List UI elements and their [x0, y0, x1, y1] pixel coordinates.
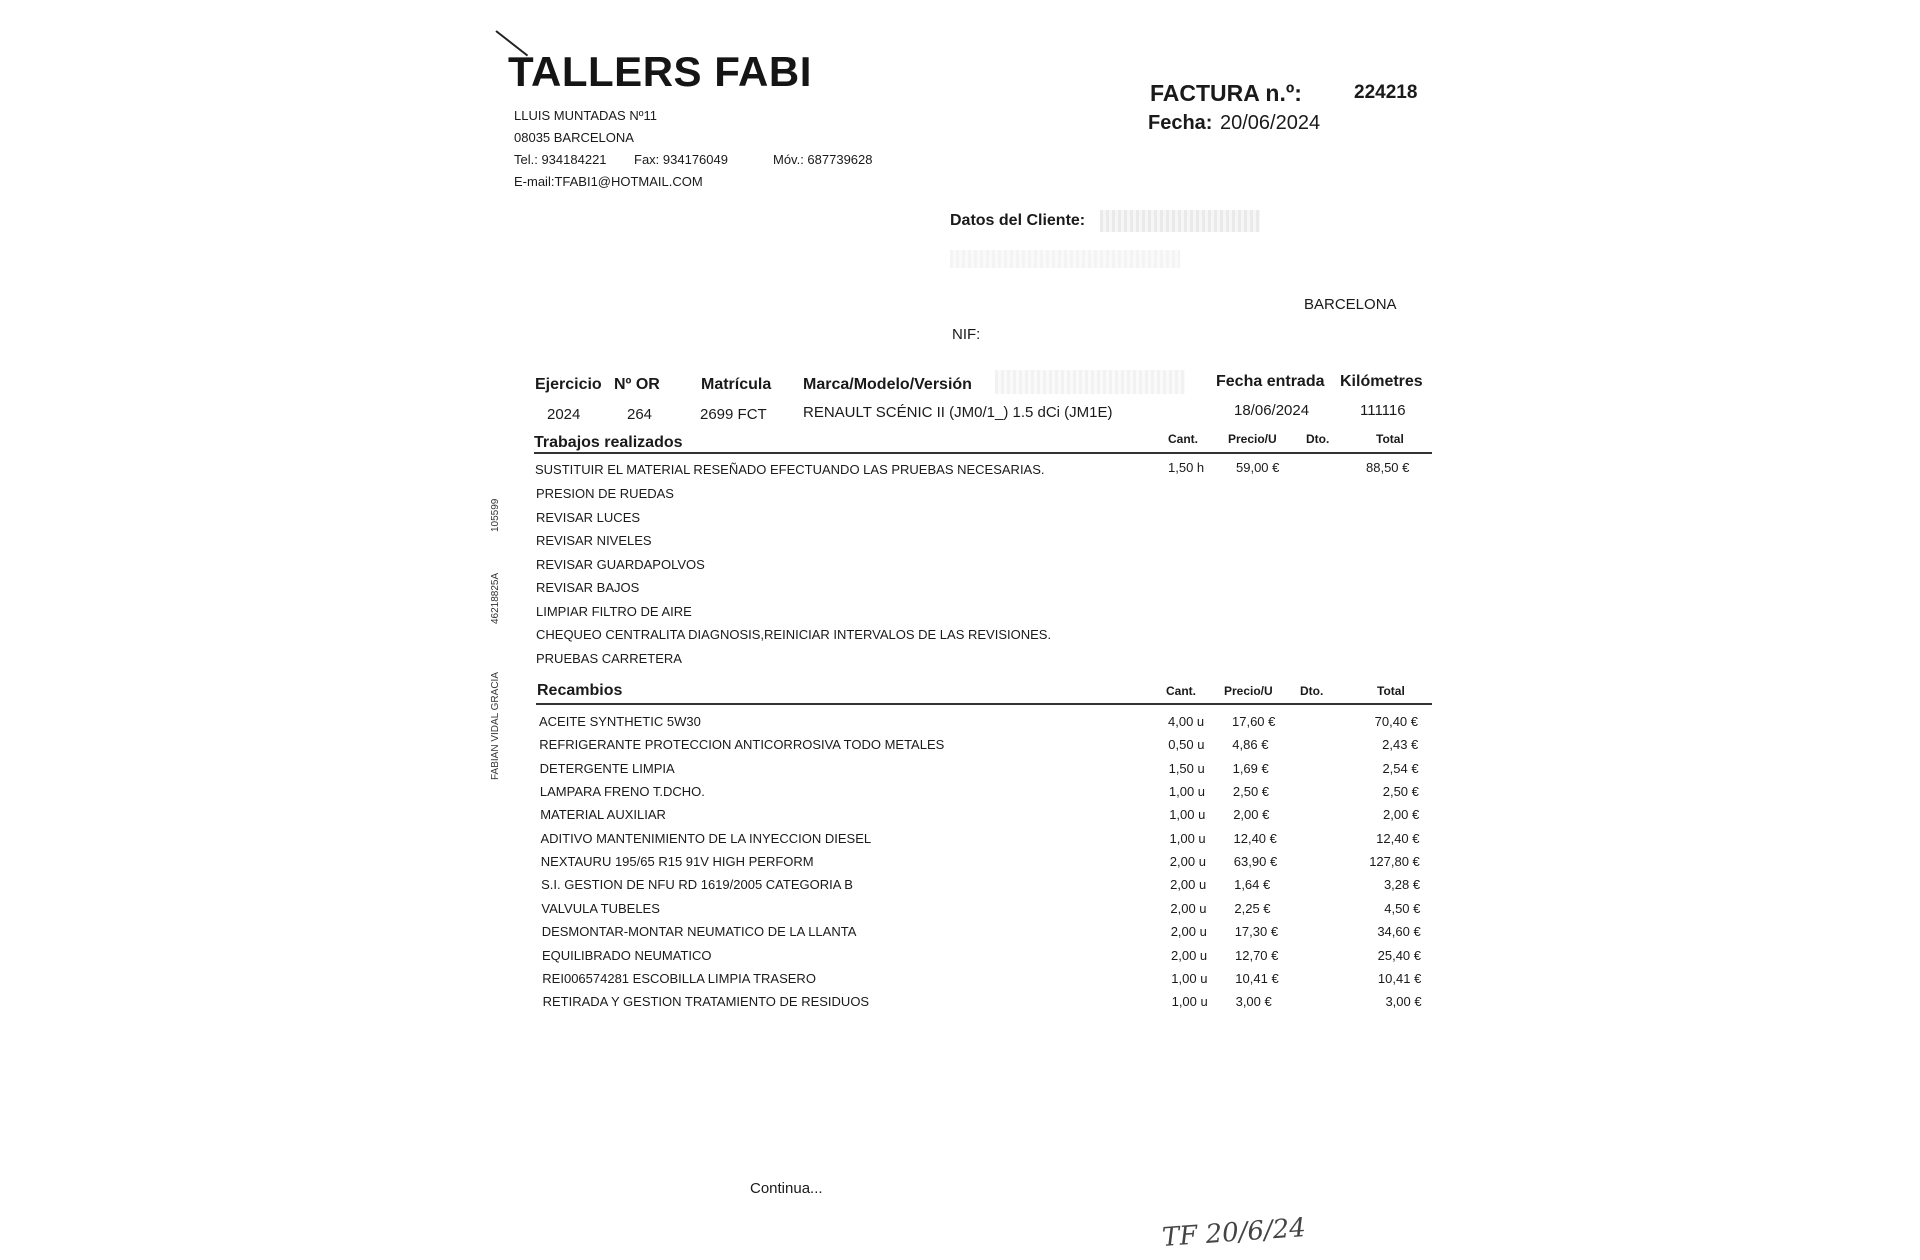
parts-col-total: Total: [1377, 684, 1405, 698]
parts-row-total: 12,40 €: [1376, 830, 1420, 846]
parts-row-precio: 2,50 €: [1232, 784, 1270, 800]
parts-row-total: 10,41 €: [1377, 970, 1422, 986]
parts-row-desc: DETERGENTE LIMPIA: [539, 760, 675, 776]
company-mov: Móv.: 687739628: [773, 152, 873, 167]
parts-row-desc: REI006574281 ESCOBILLA LIMPIA TRASERO: [542, 970, 816, 986]
company-tel: Tel.: 934184221: [514, 152, 607, 167]
redacted-client-address: [950, 250, 1180, 268]
works-line: REVISAR NIVELES: [536, 533, 652, 548]
continua-label: Continua...: [750, 1180, 823, 1197]
parts-row-cant: 1,00 u: [1171, 994, 1208, 1010]
works-divider: [534, 452, 1432, 454]
parts-row-precio: 63,90 €: [1233, 854, 1278, 870]
parts-row-precio: 10,41 €: [1235, 970, 1279, 986]
parts-row-cant: 2,00 u: [1171, 947, 1208, 963]
parts-row-precio: 4,86 €: [1232, 737, 1269, 753]
vehicle-header-modelo: Marca/Modelo/Versión: [803, 376, 972, 393]
parts-row-cant: 2,00 u: [1169, 854, 1206, 870]
works-main-desc: SUSTITUIR EL MATERIAL RESEÑADO EFECTUANDO LAS PRUEBAS NECESARIAS.: [535, 462, 1045, 477]
works-title: Trabajos realizados: [534, 434, 683, 451]
company-email: E-mail:TFABI1@HOTMAIL.COM: [514, 174, 703, 189]
vehicle-ejercicio: 2024: [547, 406, 581, 423]
parts-col-precio: Precio/U: [1224, 684, 1273, 698]
parts-row-desc: DESMONTAR-MONTAR NEUMATICO DE LA LLANTA: [541, 924, 857, 940]
works-col-dto: Dto.: [1306, 432, 1330, 446]
vehicle-header-matricula: Matrícula: [701, 376, 772, 393]
client-nif-label: NIF:: [952, 326, 981, 343]
parts-row-desc: REFRIGERANTE PROTECCION ANTICORROSIVA TODO METALES: [539, 737, 945, 753]
invoice-number-label: FACTURA n.º:: [1150, 80, 1302, 106]
parts-row-precio: 2,25 €: [1234, 900, 1271, 916]
parts-row-total: 4,50 €: [1384, 900, 1421, 916]
parts-title: Recambios: [537, 682, 623, 699]
invoice-date-label: Fecha:: [1148, 112, 1213, 134]
parts-row-desc: ADITIVO MANTENIMIENTO DE LA INYECCION DIESEL: [540, 830, 872, 846]
parts-divider: [536, 703, 1432, 705]
parts-row-precio: 3,00 €: [1235, 994, 1272, 1010]
parts-row-cant: 0,50 u: [1168, 737, 1205, 753]
parts-row-precio: 1,69 €: [1232, 760, 1269, 776]
company-address-1: LLUIS MUNTADAS Nº11: [514, 108, 657, 123]
company-fax: Fax: 934176049: [634, 152, 728, 167]
parts-col-cant: Cant.: [1166, 684, 1196, 698]
works-line: REVISAR GUARDAPOLVOS: [536, 556, 705, 572]
vehicle-header-nor: Nº OR: [614, 376, 660, 393]
parts-row-cant: 2,00 u: [1170, 900, 1207, 916]
works-line: REVISAR LUCES: [536, 509, 641, 525]
parts-row-cant: 1,50 u: [1168, 760, 1205, 776]
parts-row-desc: ACEITE SYNTHETIC 5W30: [539, 714, 701, 729]
works-line: PRUEBAS CARRETERA: [536, 650, 682, 666]
invoice-number: 224218: [1354, 82, 1418, 103]
parts-row-desc: LAMPARA FRENO T.DCHO.: [539, 784, 705, 800]
vehicle-matricula: 2699 FCT: [700, 406, 767, 423]
parts-row-cant: 2,00 u: [1170, 877, 1207, 893]
parts-row-desc: MATERIAL AUXILIAR: [540, 807, 666, 823]
works-main-precio: 59,00 €: [1236, 460, 1280, 475]
parts-row-precio: 17,30 €: [1234, 924, 1279, 940]
parts-row-total: 2,43 €: [1382, 737, 1419, 753]
parts-row-precio: 12,70 €: [1235, 947, 1279, 963]
parts-row-precio: 12,40 €: [1233, 830, 1277, 846]
works-line: CHEQUEO CENTRALITA DIAGNOSIS,REINICIAR INTERVALOS DE LAS REVISIONES.: [536, 627, 1052, 642]
works-col-precio: Precio/U: [1228, 432, 1277, 446]
parts-row-precio: 17,60 €: [1232, 714, 1276, 729]
parts-row-cant: 1,00 u: [1169, 830, 1206, 846]
parts-row-precio: 2,00 €: [1233, 807, 1270, 823]
parts-row-desc: EQUILIBRADO NEUMATICO: [542, 947, 712, 963]
vehicle-header-km: Kilómetres: [1340, 373, 1423, 390]
vehicle-modelo: RENAULT SCÉNIC II (JM0/1_) 1.5 dCi (JM1E): [803, 404, 1113, 421]
parts-row-total: 25,40 €: [1377, 947, 1421, 963]
works-main-cant: 1,50 h: [1168, 460, 1205, 475]
parts-row-desc: RETIRADA Y GESTION TRATAMIENTO DE RESIDUOS: [542, 994, 870, 1010]
company-name: TALLERS FABI: [508, 48, 812, 95]
parts-row-total: 3,28 €: [1383, 877, 1421, 893]
parts-row-desc: VALVULA TUBELES: [541, 900, 660, 916]
parts-row-total: 2,54 €: [1382, 760, 1419, 776]
vehicle-fecha: 18/06/2024: [1234, 402, 1310, 419]
invoice-date: 20/06/2024: [1220, 112, 1321, 134]
parts-row-cant: 1,00 u: [1169, 807, 1206, 823]
parts-row-total: 2,00 €: [1383, 807, 1420, 823]
works-line: PRESION DE RUEDAS: [536, 486, 674, 501]
works-line: LIMPIAR FILTRO DE AIRE: [536, 603, 692, 619]
vehicle-nor: 264: [627, 406, 653, 423]
parts-row-precio: 1,64 €: [1234, 877, 1271, 893]
works-col-cant: Cant.: [1168, 432, 1198, 446]
side-code-a: 105599: [490, 498, 501, 532]
parts-row-cant: 4,00 u: [1168, 714, 1205, 729]
parts-row-desc: NEXTAURU 195/65 R15 91V HIGH PERFORM: [540, 854, 814, 870]
works-line: REVISAR BAJOS: [536, 580, 640, 595]
company-address-2: 08035 BARCELONA: [514, 130, 634, 145]
vehicle-km: 111116: [1360, 402, 1406, 419]
handwritten-note: TF 20/6/24: [1161, 1213, 1307, 1253]
parts-row-cant: 2,00 u: [1170, 924, 1207, 940]
redacted-client-name: [1100, 210, 1260, 232]
vehicle-header-ejercicio: Ejercicio: [535, 376, 602, 393]
parts-row-total: 2,50 €: [1382, 784, 1419, 800]
parts-row-desc: S.I. GESTION DE NFU RD 1619/2005 CATEGORIA B: [541, 877, 853, 893]
parts-row-total: 70,40 €: [1374, 714, 1418, 729]
parts-row-total: 3,00 €: [1385, 994, 1422, 1010]
works-col-total: Total: [1376, 432, 1404, 446]
parts-col-dto: Dto.: [1300, 684, 1324, 698]
parts-row-total: 34,60 €: [1377, 924, 1421, 940]
side-name: FABIAN VIDAL GRACIA: [490, 672, 501, 780]
parts-row-total: 127,80 €: [1369, 854, 1420, 870]
parts-row-cant: 1,00 u: [1168, 784, 1206, 800]
redacted-vehicle: [995, 370, 1185, 394]
client-label: Datos del Cliente:: [950, 212, 1086, 229]
vehicle-header-fecha: Fecha entrada: [1216, 373, 1325, 390]
side-code-b: 46218825A: [490, 572, 501, 624]
works-main-total: 88,50 €: [1366, 460, 1410, 475]
parts-row-cant: 1,00 u: [1171, 970, 1208, 986]
client-city: BARCELONA: [1304, 296, 1397, 313]
